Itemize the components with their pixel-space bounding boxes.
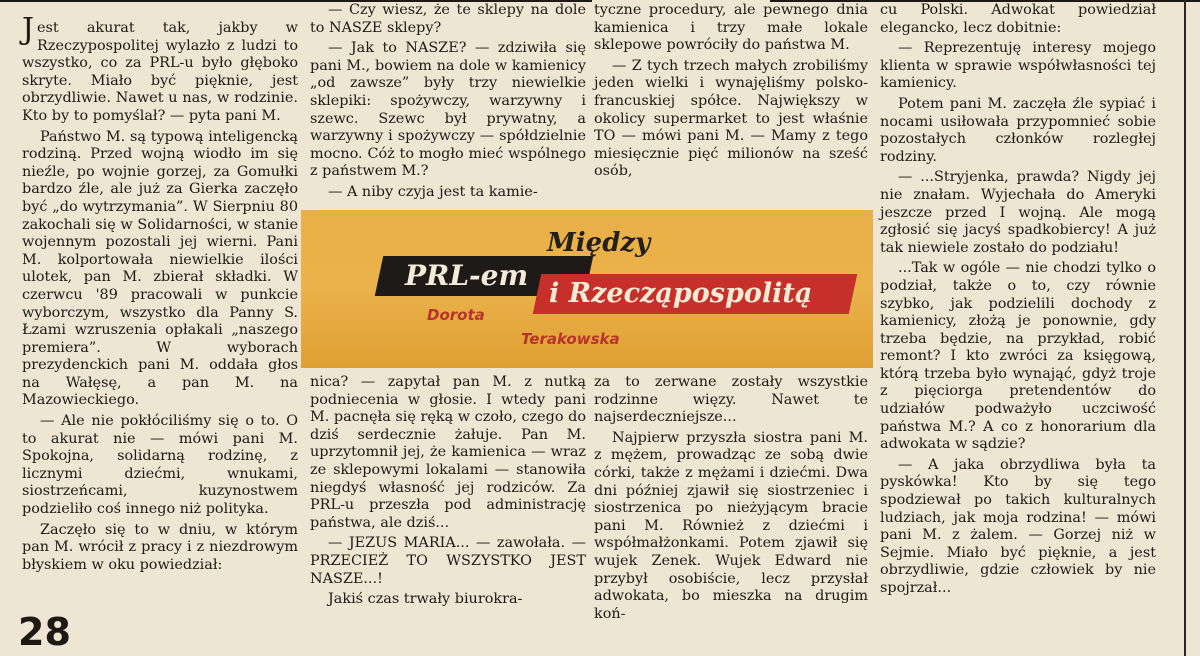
paragraph: Potem pani M. zaczęła źle sypiać i nocami usiłowała przypomnieć sobie pozostałych członków rozległej rodziny. [880,95,1156,165]
column-1 [22,12,298,606]
right-edge-rule [1184,0,1186,656]
author-last-name: Terakowska [521,330,620,348]
column-4 [880,2,1156,606]
paragraph: Państwo M. są typową inteligencką rodziną. Przed wojną wiodło im się nieźle, po wojnie gorzej, za Gomułki bardzo źle, ale już za Gierka zaczęło być „do wytrzymania”. W Sierpniu 80 zakochali się w Solidarności, w stanie wojennym pozostali jej wierni. Pani M. kolportowała niewielkie ilości ulotek, pan M. zbierał składki. W czerwcu '89 pracowali w punkcie wyborczym, wszystko dla Panny S. Łzami wzruszenia opłakali „naszego premiera”. W wyborach prezydenckich pani M. oddała głos na Wałęsę, a pan M. na Mazowieckiego. [22,128,298,409]
paragraph: — Jak to NASZE? — zdziwiła się pani M., bowiem na dole w kamienicy „od zawsze” były trzy niewielkie sklepiki: spożywczy, warzywny i szewc. Szewc był prywatny, a warzywny i spożywczy — spółdzielnie mocno. Cóż to mogło mieć wspólnego z państwem M.? [310,40,586,180]
column-2-bottom [310,374,586,606]
drop-cap: J [22,12,35,47]
page-number: 28 [18,610,71,654]
paragraph: — A niby czyja jest ta kamie- [328,183,538,200]
paragraph: — A jaka obrzydliwa była ta pyskówka! Kto by się tego spodziewał po takich kulturalnych ludziach, jak moja rodzina! — mówi pani M. z żalem. — Gorzej niż w Sejmie. Miało być pięknie, a jest obrzydliwie, gdzie człowiek by nie spojrzał... [880,456,1156,596]
title-banner [301,210,873,368]
paragraph: Zaczęło się to w dniu, w którym pan M. wrócił z pracy i z niezdrowym błyskiem w oku powiedział: [22,521,298,573]
paragraph: Jakiś czas trwały biurokra- [328,591,523,608]
column-2-top [310,2,586,207]
paragraph: — ...Stryjenka, prawda? Nigdy jej nie znałam. Wyjechała do Ameryki jeszcze przed I wojną. Ale mogą zgłosić się jacyś spadkobiercy! A już tak niewiele zostało do podziału! [880,169,1156,256]
paragraph: tyczne procedury, ale pewnego dnia kamienica i trzy małe lokale sklepowe powróciły do państwa M. [594,2,868,54]
paragraph: — Z tych trzech małych zrobiliśmy jeden wielki i wynajęliśmy polsko-francuskiej spółce. Największy w okolicy supermarket to jest właśnie TO — mówi pani M. — Mamy z tego miesięcznie pięć milionów na sześć osób, [594,57,868,180]
paragraph [22,12,298,126]
title-line-2b: i Rzecząpospolitą [549,278,813,309]
paragraph: cu Polski. Adwokat powiedział elegancko, lecz dobitnie: [880,2,1156,36]
title-line-2a: Między [547,228,651,258]
author-first-name: Dorota [427,306,485,324]
paragraph-text: est akurat tak, jakby w Rzeczypospolitej wylazło z ludzi to wszystko, co za PRL-u było głęboko skryte. Miało być pięknie, jest obrzydliwie. Nawet u nas, w rodzinie. Kto by to pomyślał? — pyta pani M. [22,20,298,124]
paragraph: ...Tak w ogóle — nie chodzi tylko o podział, także o to, czy równie szybko, jak podzielili dochody z kamienicy, złożą je ponownie, gdy trzeba będzie, na przykład, robić remont? I kto zwróci za księgową, którą trzeba było wynająć, gdyż troje z pięciorga pretendentów do udziałów podważyło uczciwość państwa M.? A co z honorarium dla adwokata w sądzie? [880,260,1156,453]
paragraph: — Czy wiesz, że te sklepy na dole to NASZE sklepy? [310,2,586,36]
paragraph: — Ale nie pokłóciliśmy się o to. O to akurat nie — mówi pani M. Spokojna, solidarną rodzinę, z licznymi dziećmi, wnukami, siostrzeńcami, kuzynostwem podzieliło coś innego niż polityka. [22,413,298,518]
title-line-1: PRL-em [405,259,529,292]
paragraph: za to zerwane zostały wszystkie rodzinne więzy. Nawet te najserdeczniejsze... [594,374,868,426]
column-3-top [594,2,868,207]
paragraph: — Reprezentuję interesy mojego klienta w sprawie współwłasności tej kamienicy. [880,40,1156,92]
paragraph: Najpierw przyszła siostra pani M. z mężem, prowadząc ze sobą dwie córki, także z mężami i dziećmi. Dwa dni później zjawił się siostrzeniec i siostrzenica po nieżyjącym bracie pani M. Również z dziećmi i współmałżonkami. Potem zjawił się wujek Zenek. Wujek Edward nie przybył osobiście, lecz przysłał adwokata, bo mieszka na drugim koń- [594,429,868,622]
paragraph: — JEZUS MARIA... — zawołała. — PRZECIEŻ TO WSZYSTKO JEST NASZE...! [310,535,586,587]
paragraph: nica? — zapytał pan M. z nutką podniecenia w głosie. I wtedy pani M. pacnęła się ręką w czoło, czego do dziś serdecznie żałuje. Pan M. uprzytomnił jej, że kamienica — wraz ze sklepowymi lokalami — stanowiła niegdyś własność jej rodziców. Za PRL-u przeszła pod administrację państwa, ale dziś... [310,374,586,531]
column-3-bottom [594,374,868,622]
